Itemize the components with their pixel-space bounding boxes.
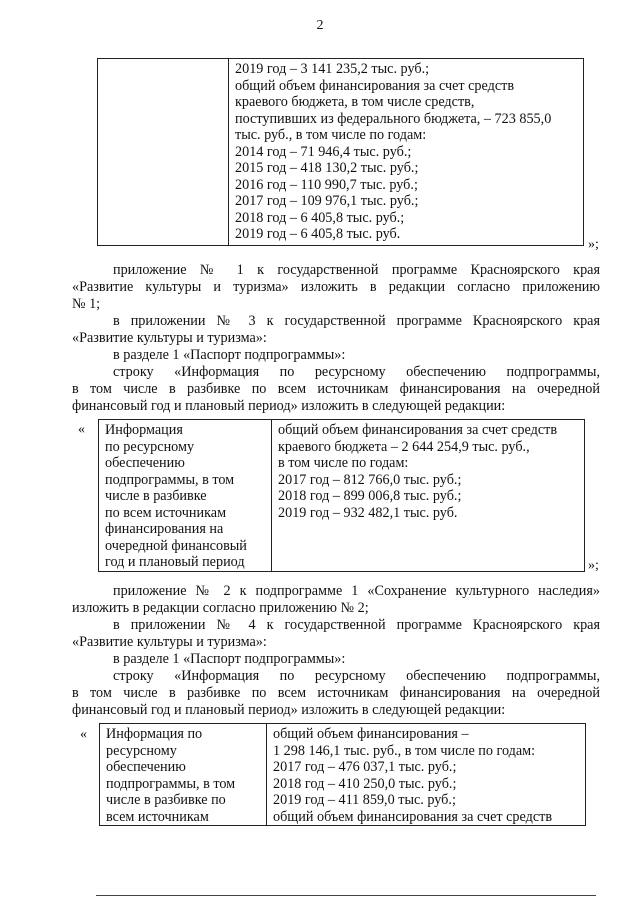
table3-right-line: 2019 год – 411 859,0 тыс. руб.; <box>273 792 456 808</box>
table1-line: 2019 год – 6 405,8 тыс. руб. <box>235 226 401 242</box>
page-number: 2 <box>316 18 324 33</box>
table2-right-line: 2019 год – 932 482,1 тыс. руб. <box>278 504 458 521</box>
table2-left-line: числе в разбивке <box>105 488 207 504</box>
table1-right-cell <box>229 59 584 246</box>
table2-left-line: по всем источникам <box>105 504 227 521</box>
para2-line5: в том числе в разбивке по всем источникам финансирования на очередной <box>72 381 600 397</box>
para3-line2: изложить в редакции согласно приложению № 2; <box>72 600 369 616</box>
table1-line: 2018 год – 6 405,8 тыс. руб.; <box>235 209 405 226</box>
table3-left-line: подпрограммы, в том <box>106 775 236 792</box>
table2-left-line: финансирования на <box>105 521 224 537</box>
table1-line: 2014 год – 71 946,4 тыс. руб.; <box>235 143 412 160</box>
table3-left-line: обеспечению <box>106 759 186 775</box>
table2-left-line: обеспечению <box>105 455 185 471</box>
table3-right-line: общий объем финансирования за счет средств <box>273 808 553 825</box>
table2-opening-quote: « <box>78 422 85 437</box>
table2-right-line: общий объем финансирования за счет средств <box>278 422 558 438</box>
table1-line: 2015 год – 418 130,2 тыс. руб.; <box>235 160 419 176</box>
table1-right-lines <box>235 61 583 243</box>
table3-right-line: 1 298 146,1 тыс. руб., в том числе по годам: <box>273 742 536 759</box>
table1-line: тыс. руб., в том числе по годам: <box>235 127 427 143</box>
table2-right-line: в том числе по годам: <box>278 455 409 471</box>
table3-left-line: ресурсному <box>106 742 177 759</box>
table2-left-line: Информация <box>105 422 183 438</box>
para1-line1: приложение № 1 к государственной программе Красноярского края <box>113 262 600 278</box>
table2-closing-quote: »; <box>588 558 599 573</box>
financing-table-continuation <box>97 58 584 246</box>
table1-line: поступивших из федерального бюджета, – 723 855,0 <box>235 110 552 127</box>
table1-line: общий объем финансирования за счет средств <box>235 77 515 94</box>
table2-left-line: очередной финансовый <box>105 537 247 554</box>
para3-line7: в том числе в разбивке по всем источникам финансирования на очередной <box>72 685 600 701</box>
table3-right-cell <box>267 724 586 826</box>
para3-line6: строку «Информация по ресурсному обеспечению подпрограммы, <box>113 668 600 684</box>
table2-left-cell <box>99 420 272 572</box>
para3-line4: «Развитие культуры и туризма»: <box>72 634 267 650</box>
para3-line3: в приложении № 4 к государственной программе Красноярского края <box>113 617 600 633</box>
page-bottom-rule <box>96 895 596 896</box>
para1-line2: «Развитие культуры и туризма» изложить в редакции согласно приложению <box>72 279 600 295</box>
table1-left-cell <box>98 59 229 246</box>
para2-line4: строку «Информация по ресурсному обеспечению подпрограммы, <box>113 364 600 380</box>
table3-left-line: числе в разбивке по <box>106 792 226 808</box>
table1-line: 2017 год – 109 976,1 тыс. руб.; <box>235 193 419 209</box>
para3-line1: приложение № 2 к подпрограмме 1 «Сохранение культурного наследия» <box>113 583 600 599</box>
table3-left-line: всем источникам <box>106 808 209 825</box>
table3-left-cell <box>100 724 267 826</box>
table2-right-line: 2017 год – 812 766,0 тыс. руб.; <box>278 471 462 488</box>
table2-left-line: год и плановый период <box>105 554 245 570</box>
para1-line3: № 1; <box>72 296 101 312</box>
para2-line3: в разделе 1 «Паспорт подпрограммы»: <box>113 347 346 363</box>
para3-line8: финансовый год и плановый период» изложить в следующей редакции: <box>72 702 506 718</box>
table1-line: 2019 год – 3 141 235,2 тыс. руб.; <box>235 61 430 77</box>
table2-right-line: 2018 год – 899 006,8 тыс. руб.; <box>278 488 462 504</box>
table2-left-line: по ресурсному <box>105 438 195 455</box>
para2-line6: финансовый год и плановый период» изложить в следующей редакции: <box>72 398 506 414</box>
table3-right-line: 2018 год – 410 250,0 тыс. руб.; <box>273 775 457 792</box>
table1-closing-quote: »; <box>588 237 599 252</box>
resource-info-table-subprogram1 <box>98 419 585 572</box>
table2-right-cell <box>272 420 585 572</box>
para2-line1: в приложении № 3 к государственной программе Красноярского края <box>113 313 600 329</box>
para2-line2: «Развитие культуры и туризма»: <box>72 330 267 346</box>
para3-line5: в разделе 1 «Паспорт подпрограммы»: <box>113 651 346 667</box>
table1-line: 2016 год – 110 990,7 тыс. руб.; <box>235 176 418 193</box>
table3-right-line: общий объем финансирования – <box>273 726 469 742</box>
table3-left-line: Информация по <box>106 726 203 742</box>
table3-opening-quote: « <box>80 727 87 742</box>
table2-left-line: подпрограммы, в том <box>105 471 235 488</box>
resource-info-table-subprogram2 <box>99 723 586 826</box>
table3-right-line: 2017 год – 476 037,1 тыс. руб.; <box>273 759 457 775</box>
table1-line: краевого бюджета, в том числе средств, <box>235 94 475 110</box>
table2-right-line: краевого бюджета – 2 644 254,9 тыс. руб., <box>278 438 530 455</box>
